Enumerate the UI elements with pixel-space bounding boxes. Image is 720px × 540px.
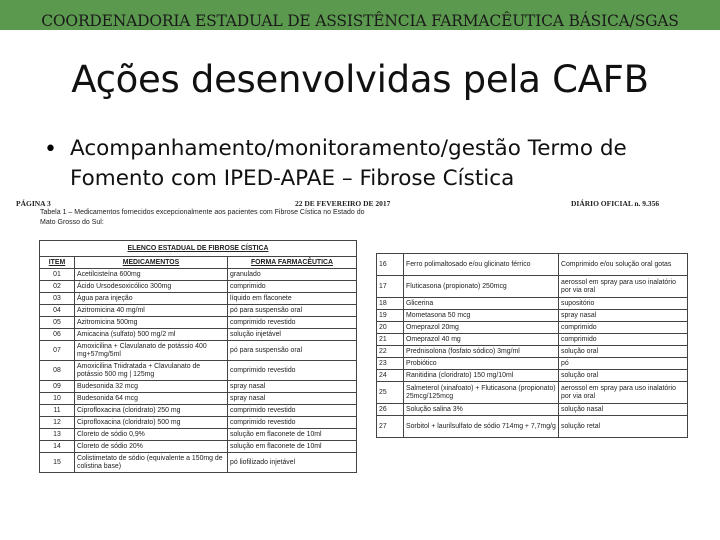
cell-item: 23: [377, 358, 404, 370]
cell-form: comprimido: [559, 322, 688, 334]
cell-item: 19: [377, 310, 404, 322]
table-row: [377, 416, 688, 438]
table-row: [377, 276, 688, 298]
cell-item: 11: [40, 405, 75, 417]
cell-medicine: Azitromicina 40 mg/ml: [75, 305, 228, 317]
cell-form: solução oral: [559, 346, 688, 358]
cell-form: spray nasal: [228, 393, 357, 405]
table-row: [40, 417, 357, 429]
cell-item: 06: [40, 329, 75, 341]
cell-form: supositório: [559, 298, 688, 310]
doc-journal: DIÁRIO OFICIAL n. 9.356: [571, 199, 660, 208]
cell-form: solução em flaconete de 10ml: [228, 429, 357, 441]
table-row: [40, 361, 357, 381]
table-row: [377, 334, 688, 346]
cell-item: 22: [377, 346, 404, 358]
cell-medicine: Cloreto de sódio 20%: [75, 441, 228, 453]
cell-item: 13: [40, 429, 75, 441]
cell-medicine: Colistimetato de sódio (equivalente a 150mg de colistina base): [75, 453, 228, 473]
table-row: [40, 341, 357, 361]
doc-page-number: PÁGINA 3: [16, 199, 51, 208]
cell-item: 26: [377, 404, 404, 416]
doc-date: 22 DE FEVEREIRO DE 2017: [295, 199, 391, 208]
cell-item: 01: [40, 269, 75, 281]
cell-item: 25: [377, 382, 404, 404]
cell-form: spray nasal: [559, 310, 688, 322]
cell-form: comprimido: [559, 334, 688, 346]
cell-form: comprimido revestido: [228, 405, 357, 417]
table-row: [377, 358, 688, 370]
table-row: [40, 317, 357, 329]
cell-medicine: Probiótico: [404, 358, 559, 370]
cell-medicine: Prednisolona (fosfato sódico) 3mg/ml: [404, 346, 559, 358]
cell-medicine: Ranitidina (cloridrato) 150 mg/10ml: [404, 370, 559, 382]
cell-item: 17: [377, 276, 404, 298]
cell-item: 27: [377, 416, 404, 438]
table-row: [40, 453, 357, 473]
cell-item: 09: [40, 381, 75, 393]
cell-medicine: Cloreto de sódio 0,9%: [75, 429, 228, 441]
cell-form: solução nasal: [559, 404, 688, 416]
cell-medicine: Ferro polimaltosado e/ou glicinato férrico: [404, 254, 559, 276]
cell-form: pó para suspensão oral: [228, 305, 357, 317]
table-row: [377, 298, 688, 310]
table-row: [40, 269, 357, 281]
cell-form: aerossol em spray para uso inalatório por via oral: [559, 382, 688, 404]
table-row: [40, 381, 357, 393]
cell-item: 07: [40, 341, 75, 361]
cell-item: 18: [377, 298, 404, 310]
slide-title: Ações desenvolvidas pela CAFB: [71, 58, 649, 101]
cell-item: 14: [40, 441, 75, 453]
cell-item: 21: [377, 334, 404, 346]
cell-medicine: Salmeterol (xinafoato) + Fluticasona (propionato) 25mcg/125mcg: [404, 382, 559, 404]
cell-form: comprimido revestido: [228, 317, 357, 329]
bullet-icon: •: [44, 137, 57, 162]
table-row: [377, 322, 688, 334]
cell-form: pó para suspensão oral: [228, 341, 357, 361]
cell-form: solução oral: [559, 370, 688, 382]
cell-medicine: Amoxicilina + Clavulanato de potássio 400 mg+57mg/5ml: [75, 341, 228, 361]
cell-medicine: Omeprazol 20mg: [404, 322, 559, 334]
doc-caption: Tabela 1 – Medicamentos fornecidos excepcionalmente aos pacientes com Fibrose Cística no Estado do Mato Grosso do Sul:: [40, 209, 365, 226]
cell-medicine: Mometasona 50 mcg: [404, 310, 559, 322]
table-row: [377, 370, 688, 382]
table-row: [40, 293, 357, 305]
cell-item: 02: [40, 281, 75, 293]
column-header: FORMA FARMACÊUTICA: [228, 257, 357, 269]
table-row: [377, 346, 688, 358]
cell-item: 24: [377, 370, 404, 382]
table-row: [40, 305, 357, 317]
table-row: [40, 429, 357, 441]
cell-medicine: Glicerina: [404, 298, 559, 310]
right-table: [376, 253, 688, 438]
table-row: [40, 393, 357, 405]
cell-form: comprimido: [228, 281, 357, 293]
table-row: [377, 382, 688, 404]
left-table: [39, 240, 357, 473]
cell-form: aerossol em spray para uso inalatório por via oral: [559, 276, 688, 298]
cell-item: 03: [40, 293, 75, 305]
cell-form: solução injetável: [228, 329, 357, 341]
header-text: COORDENADORIA ESTADUAL DE ASSISTÊNCIA FARMACÊUTICA BÁSICA/SGAS: [41, 12, 679, 30]
cell-form: comprimido revestido: [228, 361, 357, 381]
table-row: [377, 310, 688, 322]
cell-medicine: Budesonida 64 mcg: [75, 393, 228, 405]
cell-medicine: Água para injeção: [75, 293, 228, 305]
cell-medicine: Budesonida 32 mcg: [75, 381, 228, 393]
cell-form: líquido em flaconete: [228, 293, 357, 305]
cell-item: 10: [40, 393, 75, 405]
column-header: ITEM: [40, 257, 75, 269]
column-header: MEDICAMENTOS: [75, 257, 228, 269]
table-title: ELENCO ESTADUAL DE FIBROSE CÍSTICA: [40, 241, 357, 257]
table-row: [377, 404, 688, 416]
cell-medicine: Acetilcisteína 600mg: [75, 269, 228, 281]
cell-medicine: Ciprofloxacina (cloridrato) 250 mg: [75, 405, 228, 417]
cell-item: 04: [40, 305, 75, 317]
cell-medicine: Omeprazol 40 mg: [404, 334, 559, 346]
cell-form: pó liofilizado injetável: [228, 453, 357, 473]
table-row: [40, 405, 357, 417]
cell-medicine: Amoxicilina Triidratada + Clavulanato de potássio 500 mg | 125mg: [75, 361, 228, 381]
table-row: [40, 281, 357, 293]
cell-medicine: Ciprofloxacina (cloridrato) 500 mg: [75, 417, 228, 429]
cell-form: solução em flaconete de 10ml: [228, 441, 357, 453]
cell-medicine: Fluticasona (propionato) 250mcg: [404, 276, 559, 298]
cell-item: 08: [40, 361, 75, 381]
cell-medicine: Sorbitol + laurilsulfato de sódio 714mg + 7,7mg/g: [404, 416, 559, 438]
cell-form: pó: [559, 358, 688, 370]
cell-form: solução retal: [559, 416, 688, 438]
cell-form: granulado: [228, 269, 357, 281]
cell-form: Comprimido e/ou solução oral gotas: [559, 254, 688, 276]
cell-medicine: Amicacina (sulfato) 500 mg/2 ml: [75, 329, 228, 341]
cell-item: 12: [40, 417, 75, 429]
cell-item: 15: [40, 453, 75, 473]
cell-item: 20: [377, 322, 404, 334]
cell-item: 05: [40, 317, 75, 329]
table-row: [377, 254, 688, 276]
cell-medicine: Ácido Ursodesoxicólico 300mg: [75, 281, 228, 293]
cell-medicine: Solução salina 3%: [404, 404, 559, 416]
bullet-text: Acompanhamento/monitoramento/gestão Termo de Fomento com IPED-APAE – Fibrose Cística: [70, 136, 627, 191]
cell-item: 16: [377, 254, 404, 276]
table-row: [40, 329, 357, 341]
cell-form: spray nasal: [228, 381, 357, 393]
cell-medicine: Azitromicina 500mg: [75, 317, 228, 329]
document-clipping: [12, 196, 688, 510]
cell-form: comprimido revestido: [228, 417, 357, 429]
table-row: [40, 441, 357, 453]
